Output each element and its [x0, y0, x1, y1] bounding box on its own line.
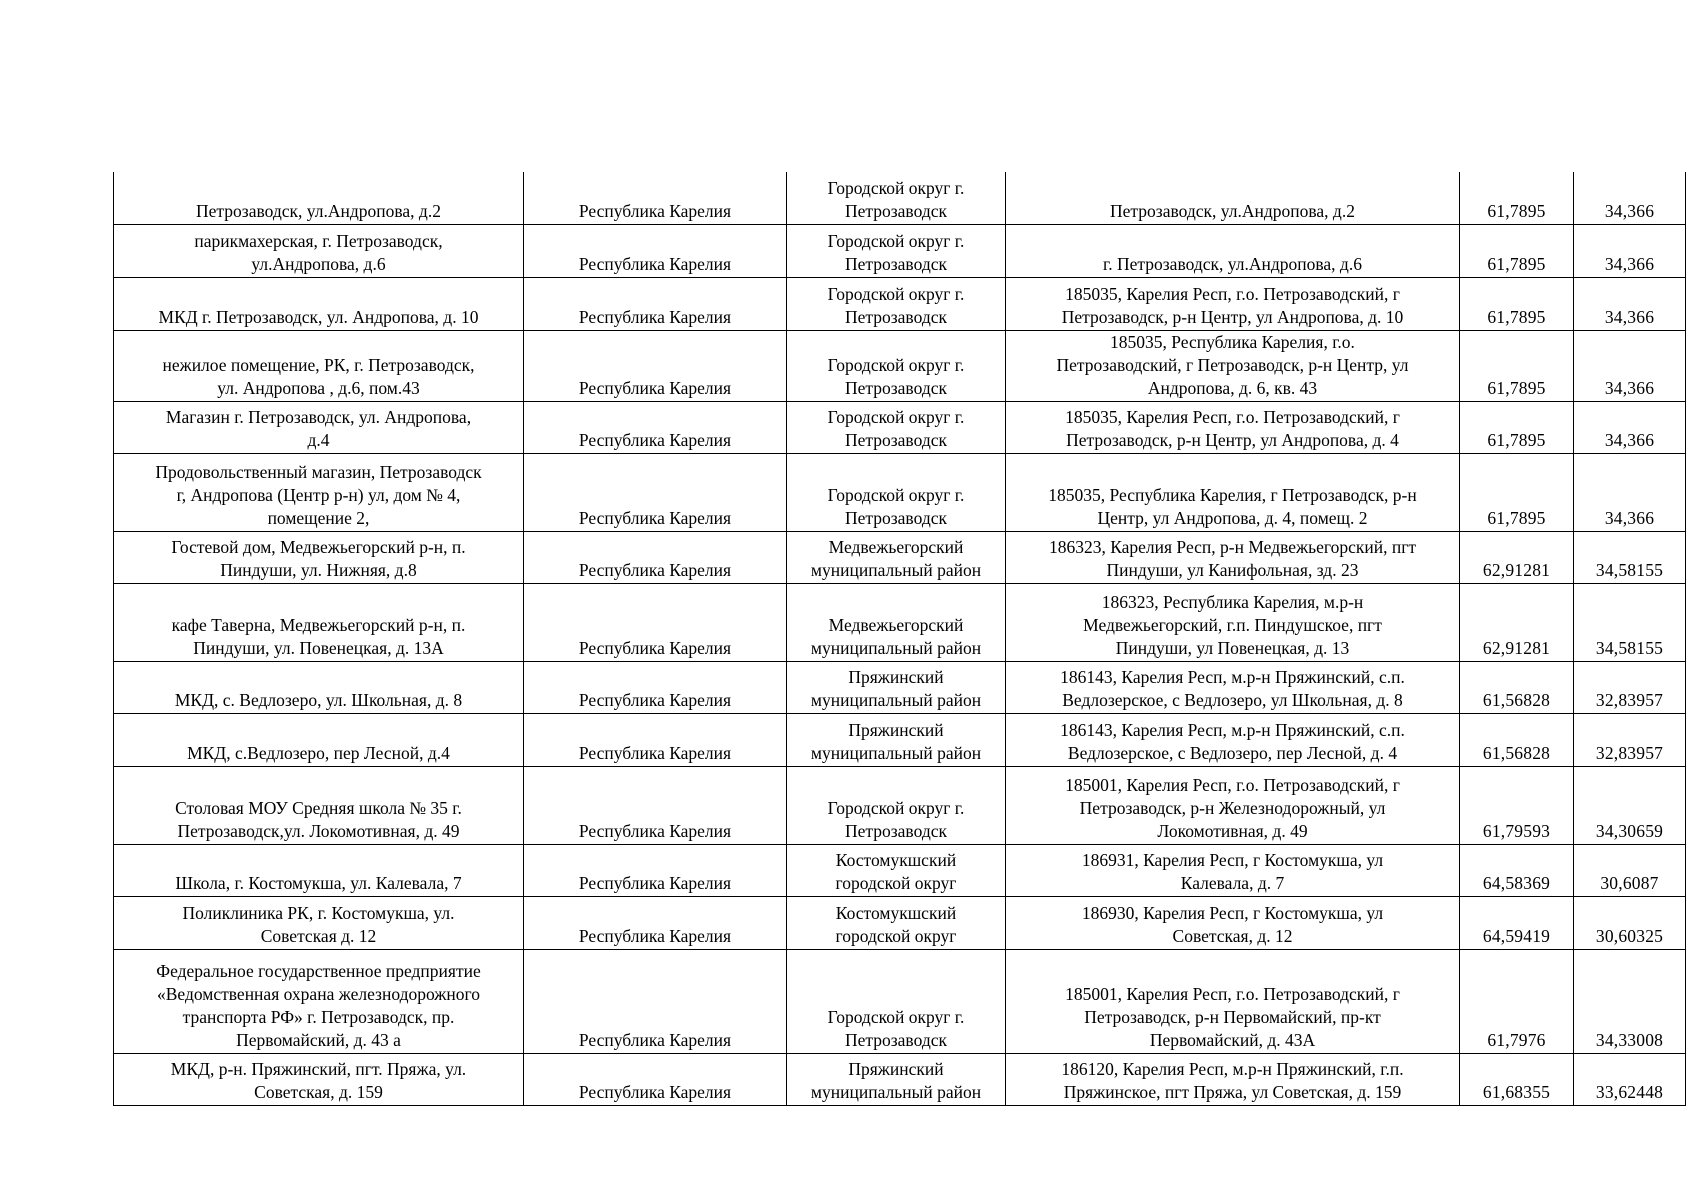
address-cell: 186931, Карелия Респ, г Костомукша, ул Калевала, д. 7 [1006, 844, 1460, 896]
region-cell: Республика Карелия [524, 713, 787, 766]
table-row [114, 949, 1686, 1053]
district-cell: Костомукшский городской округ [787, 896, 1006, 949]
latitude-cell: 61,56828 [1460, 713, 1574, 766]
longitude-cell: 30,6087 [1574, 844, 1686, 896]
table-row [114, 172, 1686, 224]
region-cell: Республика Карелия [524, 844, 787, 896]
address-cell: 186143, Карелия Респ, м.р-н Пряжинский, с.п. Ведлозерское, с Ведлозеро, ул Школьная, д. 8 [1006, 661, 1460, 713]
address-cell: 186323, Республика Карелия, м.р-н Медвежьегорский, г.п. Пиндушское, пгт Пиндуши, ул Повенецкая, д. 13 [1006, 583, 1460, 661]
district-cell: Городской округ г. Петрозаводск [787, 330, 1006, 401]
longitude-cell: 34,366 [1574, 401, 1686, 453]
region-cell: Республика Карелия [524, 949, 787, 1053]
district-cell: Пряжинский муниципальный район [787, 1053, 1006, 1105]
object-name-cell: МКД, с.Ведлозеро, пер Лесной, д.4 [114, 713, 524, 766]
district-cell: Городской округ г. Петрозаводск [787, 172, 1006, 224]
district-cell: Медвежьегорский муниципальный район [787, 583, 1006, 661]
latitude-cell: 64,59419 [1460, 896, 1574, 949]
region-cell: Республика Карелия [524, 172, 787, 224]
table-row [114, 896, 1686, 949]
object-name-cell: МКД, р-н. Пряжинский, пгт. Пряжа, ул. Советская, д. 159 [114, 1053, 524, 1105]
district-cell: Медвежьегорский муниципальный район [787, 531, 1006, 583]
object-name-cell: Петрозаводск, ул.Андропова, д.2 [114, 172, 524, 224]
region-cell: Республика Карелия [524, 453, 787, 531]
latitude-cell: 62,91281 [1460, 583, 1574, 661]
address-cell: 185035, Карелия Респ, г.о. Петрозаводский, г Петрозаводск, р-н Центр, ул Андропова, д. 10 [1006, 277, 1460, 330]
object-name-cell: Столовая МОУ Средняя школа № 35 г. Петрозаводск,ул. Локомотивная, д. 49 [114, 766, 524, 844]
latitude-cell: 61,7895 [1460, 453, 1574, 531]
object-name-cell: Школа, г. Костомукша, ул. Калевала, 7 [114, 844, 524, 896]
address-cell: 185001, Карелия Респ, г.о. Петрозаводский, г Петрозаводск, р-н Первомайский, пр-кт Первомайский, д. 43А [1006, 949, 1460, 1053]
region-cell: Республика Карелия [524, 401, 787, 453]
object-name-cell: нежилое помещение, РК, г. Петрозаводск, ул. Андропова , д.6, пом.43 [114, 330, 524, 401]
table-row [114, 766, 1686, 844]
district-cell: Городской округ г. Петрозаводск [787, 453, 1006, 531]
address-cell: 186120, Карелия Респ, м.р-н Пряжинский, г.п. Пряжинское, пгт Пряжа, ул Советская, д. 159 [1006, 1053, 1460, 1105]
objects-table [113, 172, 1686, 1106]
object-name-cell: кафе Таверна, Медвежьегорский р-н, п. Пиндуши, ул. Повенецкая, д. 13А [114, 583, 524, 661]
address-cell: 186143, Карелия Респ, м.р-н Пряжинский, с.п. Ведлозерское, с Ведлозеро, пер Лесной, д. 4 [1006, 713, 1460, 766]
table-row [114, 661, 1686, 713]
object-name-cell: Магазин г. Петрозаводск, ул. Андропова, д.4 [114, 401, 524, 453]
latitude-cell: 61,56828 [1460, 661, 1574, 713]
longitude-cell: 34,33008 [1574, 949, 1686, 1053]
longitude-cell: 34,58155 [1574, 583, 1686, 661]
address-cell: г. Петрозаводск, ул.Андропова, д.6 [1006, 224, 1460, 277]
object-name-cell: МКД, с. Ведлозеро, ул. Школьная, д. 8 [114, 661, 524, 713]
latitude-cell: 62,91281 [1460, 531, 1574, 583]
longitude-cell: 30,60325 [1574, 896, 1686, 949]
region-cell: Республика Карелия [524, 224, 787, 277]
district-cell: Пряжинский муниципальный район [787, 713, 1006, 766]
object-name-cell: Федеральное государственное предприятие «Ведомственная охрана железнодорожного транспорта РФ» г. Петрозаводск, пр. Первомайский, д. 43 а [114, 949, 524, 1053]
district-cell: Пряжинский муниципальный район [787, 661, 1006, 713]
district-cell: Городской округ г. Петрозаводск [787, 949, 1006, 1053]
district-cell: Городской округ г. Петрозаводск [787, 224, 1006, 277]
latitude-cell: 61,68355 [1460, 1053, 1574, 1105]
table-row [114, 330, 1686, 401]
object-name-cell: Продовольственный магазин, Петрозаводск г, Андропова (Центр р-н) ул, дом № 4, помещение 2, [114, 453, 524, 531]
object-name-cell: Гостевой дом, Медвежьегорский р-н, п. Пиндуши, ул. Нижняя, д.8 [114, 531, 524, 583]
table-row [114, 453, 1686, 531]
region-cell: Республика Карелия [524, 330, 787, 401]
district-cell: Городской округ г. Петрозаводск [787, 766, 1006, 844]
region-cell: Республика Карелия [524, 583, 787, 661]
longitude-cell: 34,366 [1574, 224, 1686, 277]
latitude-cell: 61,7895 [1460, 330, 1574, 401]
latitude-cell: 61,7895 [1460, 172, 1574, 224]
table-row [114, 401, 1686, 453]
longitude-cell: 34,366 [1574, 277, 1686, 330]
latitude-cell: 61,79593 [1460, 766, 1574, 844]
district-cell: Городской округ г. Петрозаводск [787, 277, 1006, 330]
latitude-cell: 61,7976 [1460, 949, 1574, 1053]
longitude-cell: 32,83957 [1574, 713, 1686, 766]
longitude-cell: 34,58155 [1574, 531, 1686, 583]
latitude-cell: 64,58369 [1460, 844, 1574, 896]
address-cell: 186930, Карелия Респ, г Костомукша, ул Советская, д. 12 [1006, 896, 1460, 949]
document-table-wrapper [113, 172, 1686, 1106]
address-cell: Петрозаводск, ул.Андропова, д.2 [1006, 172, 1460, 224]
region-cell: Республика Карелия [524, 277, 787, 330]
table-row [114, 583, 1686, 661]
longitude-cell: 34,366 [1574, 172, 1686, 224]
region-cell: Республика Карелия [524, 766, 787, 844]
table-row [114, 1053, 1686, 1105]
table-body [114, 172, 1686, 1105]
longitude-cell: 34,366 [1574, 330, 1686, 401]
table-row [114, 531, 1686, 583]
address-cell: 185035, Республика Карелия, г.о. Петрозаводский, г Петрозаводск, р-н Центр, ул Андропова, д. 6, кв. 43 [1006, 330, 1460, 401]
object-name-cell: Поликлиника РК, г. Костомукша, ул. Советская д. 12 [114, 896, 524, 949]
address-cell: 185035, Республика Карелия, г Петрозаводск, р-н Центр, ул Андропова, д. 4, помещ. 2 [1006, 453, 1460, 531]
address-cell: 186323, Карелия Респ, р-н Медвежьегорский, пгт Пиндуши, ул Канифольная, зд. 23 [1006, 531, 1460, 583]
longitude-cell: 34,30659 [1574, 766, 1686, 844]
address-cell: 185035, Карелия Респ, г.о. Петрозаводский, г Петрозаводск, р-н Центр, ул Андропова, д. 4 [1006, 401, 1460, 453]
district-cell: Городской округ г. Петрозаводск [787, 401, 1006, 453]
latitude-cell: 61,7895 [1460, 224, 1574, 277]
region-cell: Республика Карелия [524, 896, 787, 949]
region-cell: Республика Карелия [524, 531, 787, 583]
latitude-cell: 61,7895 [1460, 401, 1574, 453]
table-row [114, 844, 1686, 896]
address-cell: 185001, Карелия Респ, г.о. Петрозаводский, г Петрозаводск, р-н Железнодорожный, ул Локомотивная, д. 49 [1006, 766, 1460, 844]
longitude-cell: 33,62448 [1574, 1053, 1686, 1105]
region-cell: Республика Карелия [524, 1053, 787, 1105]
district-cell: Костомукшский городской округ [787, 844, 1006, 896]
longitude-cell: 34,366 [1574, 453, 1686, 531]
object-name-cell: МКД г. Петрозаводск, ул. Андропова, д. 10 [114, 277, 524, 330]
latitude-cell: 61,7895 [1460, 277, 1574, 330]
table-row [114, 224, 1686, 277]
object-name-cell: парикмахерская, г. Петрозаводск, ул.Андропова, д.6 [114, 224, 524, 277]
longitude-cell: 32,83957 [1574, 661, 1686, 713]
region-cell: Республика Карелия [524, 661, 787, 713]
table-row [114, 713, 1686, 766]
table-row [114, 277, 1686, 330]
